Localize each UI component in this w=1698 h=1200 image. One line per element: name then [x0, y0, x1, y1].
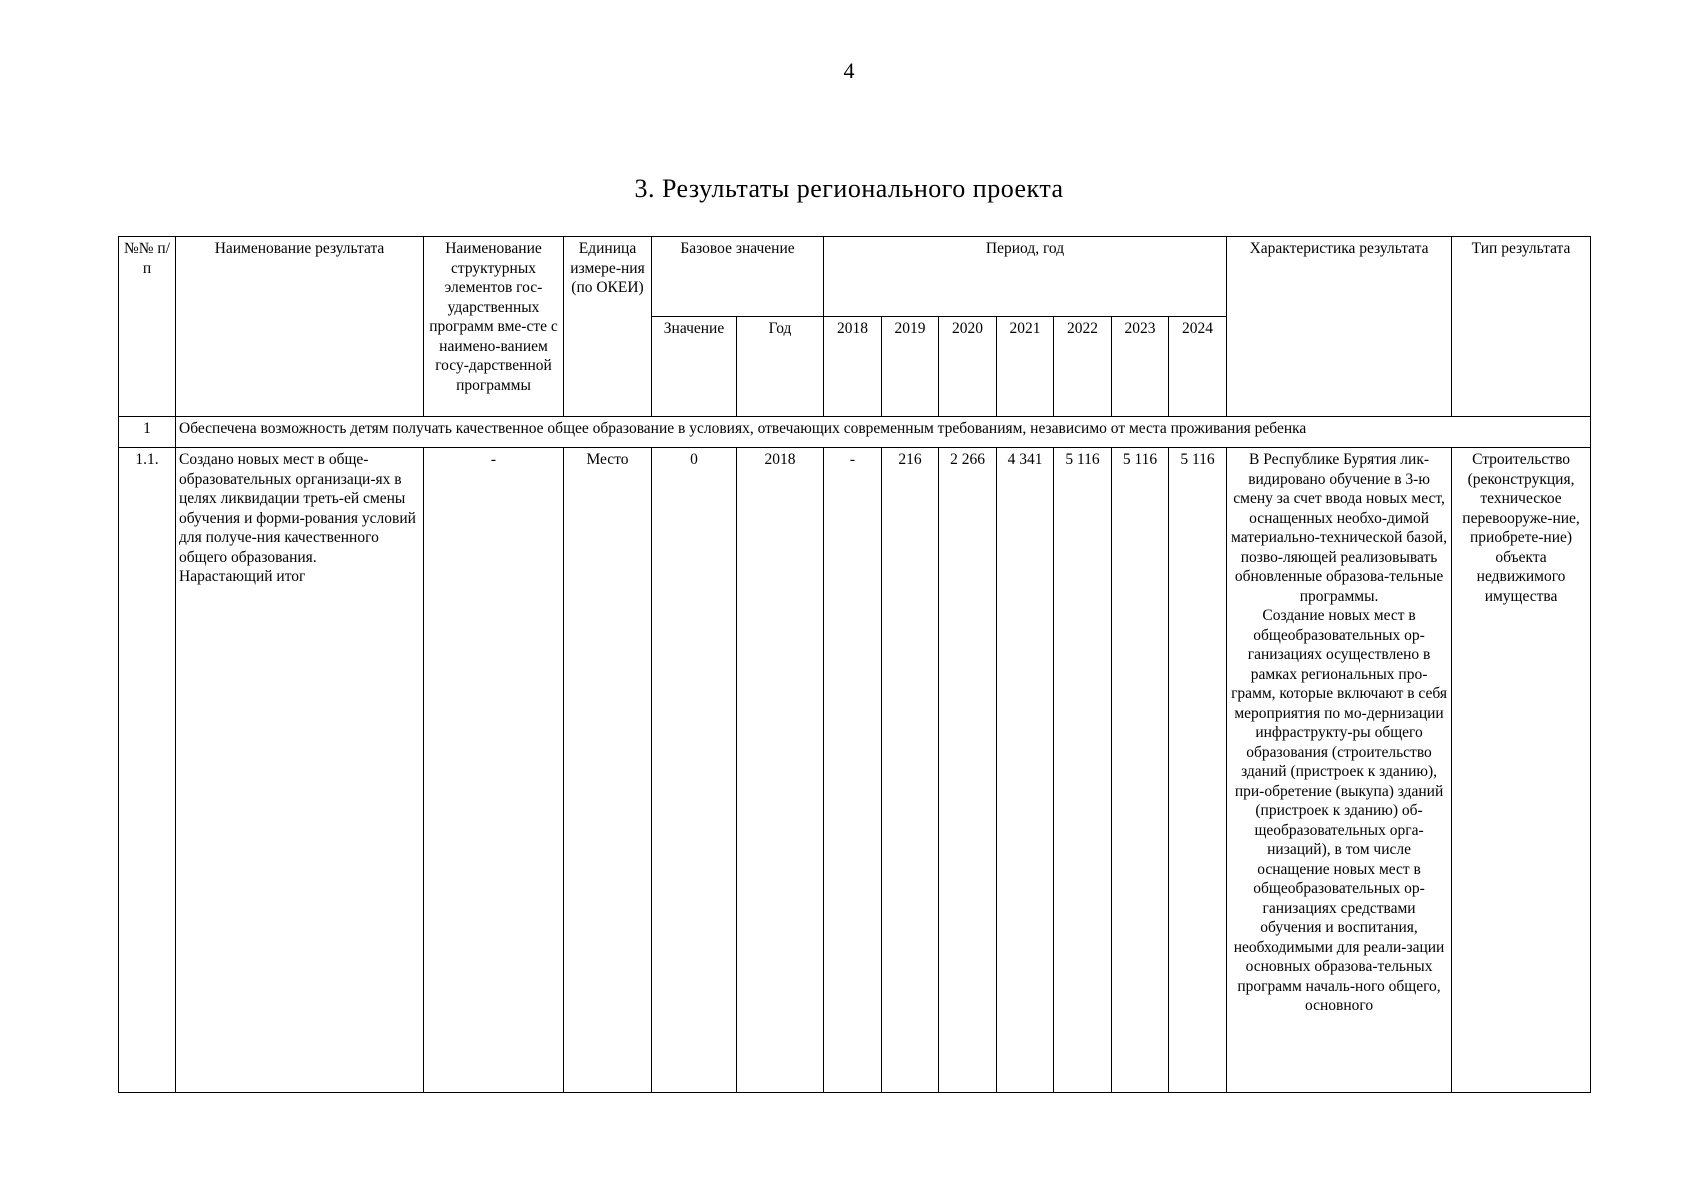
- result-base-year: 2018: [737, 448, 824, 1093]
- header-characteristic: Характеристика результата: [1227, 237, 1452, 417]
- header-year-2023: 2023: [1112, 317, 1169, 417]
- header-num: №№ п/п: [119, 237, 176, 417]
- header-struct-elements: Наименование структурных элементов гос-ударственных программ вме-сте с наимено-ванием госу-дарственной программы: [424, 237, 564, 417]
- header-row-top: [119, 237, 1591, 317]
- header-result-name: Наименование результата: [176, 237, 424, 417]
- result-value-2024: 5 116: [1169, 448, 1227, 1093]
- header-year-2019: 2019: [882, 317, 939, 417]
- result-value-2019: 216: [882, 448, 939, 1093]
- header-year-2018: 2018: [824, 317, 882, 417]
- header-year-2024: 2024: [1169, 317, 1227, 417]
- header-period: Период, год: [824, 237, 1227, 317]
- result-unit: Место: [564, 448, 652, 1093]
- result-type: Строительство (реконструкция, техническое перевооруже-ние, приобрете-ние) объекта недвижимого имущества: [1452, 448, 1591, 1093]
- header-year-2022: 2022: [1054, 317, 1112, 417]
- result-value-2020: 2 266: [939, 448, 997, 1093]
- result-characteristic-p1: В Республике Бурятия лик-видировано обучение в 3-ю смену за счет ввода новых мест, оснащенных необхо-димой материально-технической базой, позво-ляющей реализовывать обновленные образова-тельные программы.: [1231, 451, 1448, 605]
- goal-row: [119, 417, 1591, 448]
- result-name: Создано новых мест в обще-образовательных организаци-ях в целях ликвидации треть-ей смены обучения и форми-рования условий для получе-ния качественного общего образования.: [179, 451, 416, 566]
- result-characteristic-cell: [1227, 448, 1452, 1093]
- page-number: 4: [843, 58, 855, 83]
- header-base-sub-value: Значение: [652, 317, 737, 417]
- section-title: 3. Результаты регионального проекта: [634, 174, 1064, 203]
- header-year-2020: 2020: [939, 317, 997, 417]
- result-value-2023: 5 116: [1112, 448, 1169, 1093]
- result-name-cell: [176, 448, 424, 1093]
- header-year-2021: 2021: [997, 317, 1054, 417]
- results-table: [118, 236, 1591, 1093]
- result-characteristic-p2: Создание новых мест в общеобразовательных ор-ганизациях осуществлено в рамках региональных про-грамм, которые включают в себя мероприятия по мо-дернизации инфраструкту-ры общего образования (строительство зданий (пристроек к зданию), при-обретение (выкупа) зданий (пристроек к зданию) об-щеобразовательных орга-низаций), в том числе оснащение новых мест в общеобразовательных ор-ганизациях средствами обучения и воспитания, необходимыми для реали-зации основных образова-тельных программ началь-ного общего, основного: [1231, 607, 1448, 1015]
- goal-num: 1: [119, 417, 176, 448]
- result-num: 1.1.: [119, 448, 176, 1093]
- result-value-2021: 4 341: [997, 448, 1054, 1093]
- header-base-value: Базовое значение: [652, 237, 824, 317]
- result-value-2022: 5 116: [1054, 448, 1112, 1093]
- header-base-sub-year: Год: [737, 317, 824, 417]
- result-value-2018: -: [824, 448, 882, 1093]
- result-struct-elements: -: [424, 448, 564, 1093]
- result-row: [119, 448, 1591, 1093]
- header-unit: Единица измере-ния (по ОКЕИ): [564, 237, 652, 417]
- header-result-type: Тип результата: [1452, 237, 1591, 417]
- result-base-value: 0: [652, 448, 737, 1093]
- goal-text: Обеспечена возможность детям получать качественное общее образование в условиях, отвечающих современным требованиям, независимо от места проживания ребенка: [176, 417, 1591, 448]
- result-name-note: Нарастающий итог: [179, 568, 306, 586]
